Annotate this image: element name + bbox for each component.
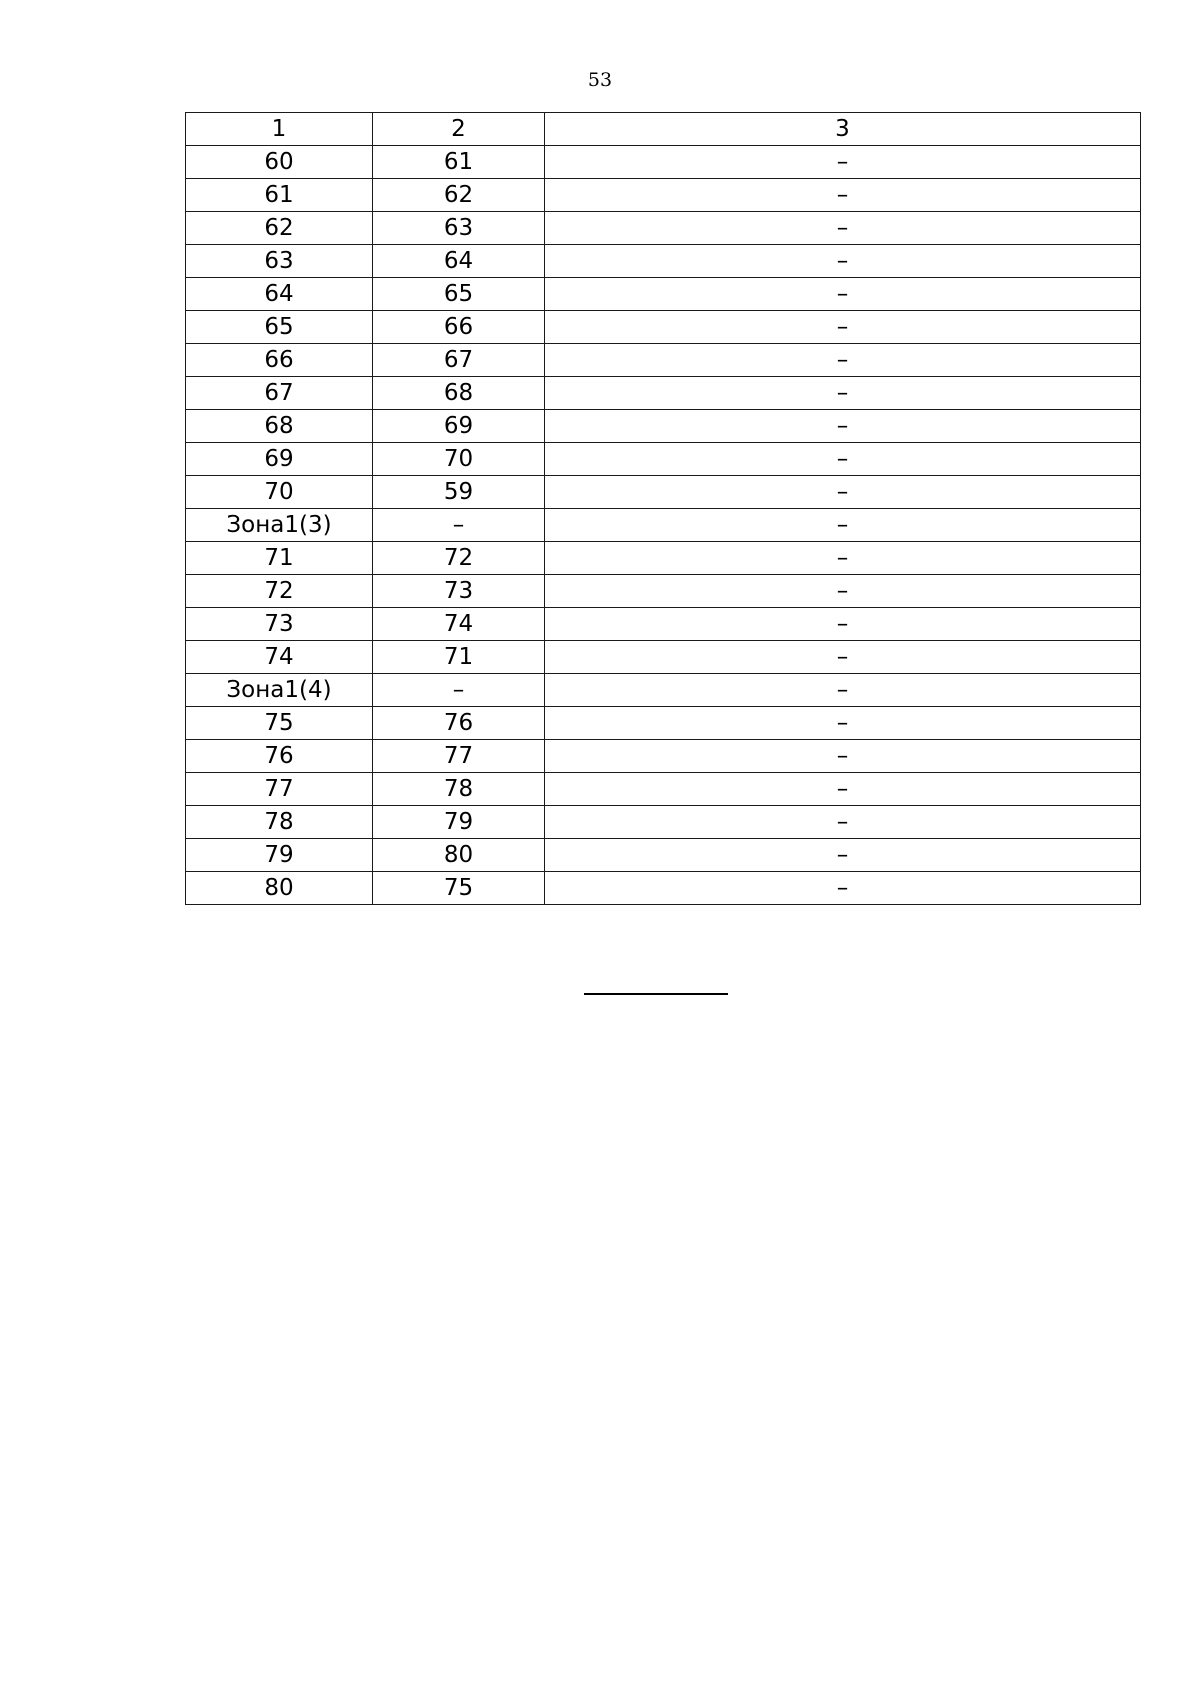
table-cell-col-1: 61 (186, 179, 373, 212)
table-cell-col-1: 77 (186, 773, 373, 806)
table-cell-col-3: – (545, 740, 1141, 773)
table-cell-col-1: 64 (186, 278, 373, 311)
table-cell-col-2: 75 (373, 872, 545, 905)
table-cell-col-1: 66 (186, 344, 373, 377)
table-cell-col-3: – (545, 179, 1141, 212)
table-cell-col-3: – (545, 608, 1141, 641)
column-header-2: 2 (373, 113, 545, 146)
table-cell-col-1: 69 (186, 443, 373, 476)
table-header-row (186, 113, 1141, 146)
table-cell-col-2: 59 (373, 476, 545, 509)
table-row (186, 740, 1141, 773)
table-cell-col-2: 71 (373, 641, 545, 674)
column-header-1: 1 (186, 113, 373, 146)
table-cell-col-3: – (545, 212, 1141, 245)
table-cell-col-2: 74 (373, 608, 545, 641)
table-cell-col-2: 76 (373, 707, 545, 740)
page-number: 53 (587, 69, 613, 91)
table-cell-col-3: – (545, 806, 1141, 839)
table-row (186, 608, 1141, 641)
table-cell-col-2: 72 (373, 542, 545, 575)
table-cell-col-1: 73 (186, 608, 373, 641)
table-cell-col-1: 65 (186, 311, 373, 344)
table-row (186, 575, 1141, 608)
table-cell-col-3: – (545, 542, 1141, 575)
table-row (186, 476, 1141, 509)
table-body (186, 113, 1141, 905)
table-cell-col-3: – (545, 674, 1141, 707)
table-row (186, 806, 1141, 839)
table-cell-col-3: – (545, 575, 1141, 608)
table-cell-col-3: – (545, 476, 1141, 509)
table-cell-col-3: – (545, 443, 1141, 476)
table-cell-col-2: 68 (373, 377, 545, 410)
table-row (186, 278, 1141, 311)
table-cell-col-1: 71 (186, 542, 373, 575)
table-cell-col-2: 62 (373, 179, 545, 212)
table-row (186, 443, 1141, 476)
table-row (186, 641, 1141, 674)
table-row (186, 245, 1141, 278)
table-cell-col-1: 62 (186, 212, 373, 245)
data-table (185, 112, 1141, 905)
table-cell-col-1: 72 (186, 575, 373, 608)
table-cell-col-3: – (545, 773, 1141, 806)
table-row (186, 872, 1141, 905)
table-cell-col-1: Зона1(3) (186, 509, 373, 542)
table-cell-col-2: – (373, 509, 545, 542)
table-row (186, 839, 1141, 872)
table-cell-col-3: – (545, 377, 1141, 410)
column-header-3: 3 (545, 113, 1141, 146)
table-row (186, 509, 1141, 542)
table-cell-col-2: 79 (373, 806, 545, 839)
table-cell-col-2: 65 (373, 278, 545, 311)
table-cell-col-3: – (545, 344, 1141, 377)
table-cell-col-1: 80 (186, 872, 373, 905)
table-row (186, 410, 1141, 443)
table-cell-col-3: – (545, 311, 1141, 344)
table-row (186, 212, 1141, 245)
table-cell-col-1: 74 (186, 641, 373, 674)
table-cell-col-2: 66 (373, 311, 545, 344)
table-row (186, 773, 1141, 806)
table-cell-col-1: 78 (186, 806, 373, 839)
table-cell-col-3: – (545, 839, 1141, 872)
table-cell-col-2: 70 (373, 443, 545, 476)
table-cell-col-1: 68 (186, 410, 373, 443)
table-cell-col-2: 64 (373, 245, 545, 278)
table-cell-col-2: 73 (373, 575, 545, 608)
table-cell-col-1: 63 (186, 245, 373, 278)
table-cell-col-3: – (545, 245, 1141, 278)
table-cell-col-2: 63 (373, 212, 545, 245)
table-cell-col-1: 60 (186, 146, 373, 179)
end-divider (584, 993, 728, 995)
table-cell-col-3: – (545, 278, 1141, 311)
table-cell-col-2: 78 (373, 773, 545, 806)
table-row (186, 344, 1141, 377)
table-cell-col-3: – (545, 641, 1141, 674)
table-cell-col-1: 67 (186, 377, 373, 410)
table-row (186, 146, 1141, 179)
table-cell-col-1: 79 (186, 839, 373, 872)
table-cell-col-3: – (545, 707, 1141, 740)
table-cell-col-2: 77 (373, 740, 545, 773)
table-cell-col-2: 80 (373, 839, 545, 872)
table-cell-col-3: – (545, 146, 1141, 179)
table-cell-col-3: – (545, 872, 1141, 905)
table-row (186, 377, 1141, 410)
table-row (186, 674, 1141, 707)
table-cell-col-2: 69 (373, 410, 545, 443)
table-cell-col-1: Зона1(4) (186, 674, 373, 707)
table-cell-col-2: – (373, 674, 545, 707)
table-cell-col-2: 61 (373, 146, 545, 179)
table-row (186, 311, 1141, 344)
table-cell-col-1: 70 (186, 476, 373, 509)
table-row (186, 707, 1141, 740)
table-cell-col-1: 76 (186, 740, 373, 773)
table-cell-col-3: – (545, 410, 1141, 443)
table-row (186, 542, 1141, 575)
table-cell-col-1: 75 (186, 707, 373, 740)
table-cell-col-3: – (545, 509, 1141, 542)
table-cell-col-2: 67 (373, 344, 545, 377)
table-row (186, 179, 1141, 212)
